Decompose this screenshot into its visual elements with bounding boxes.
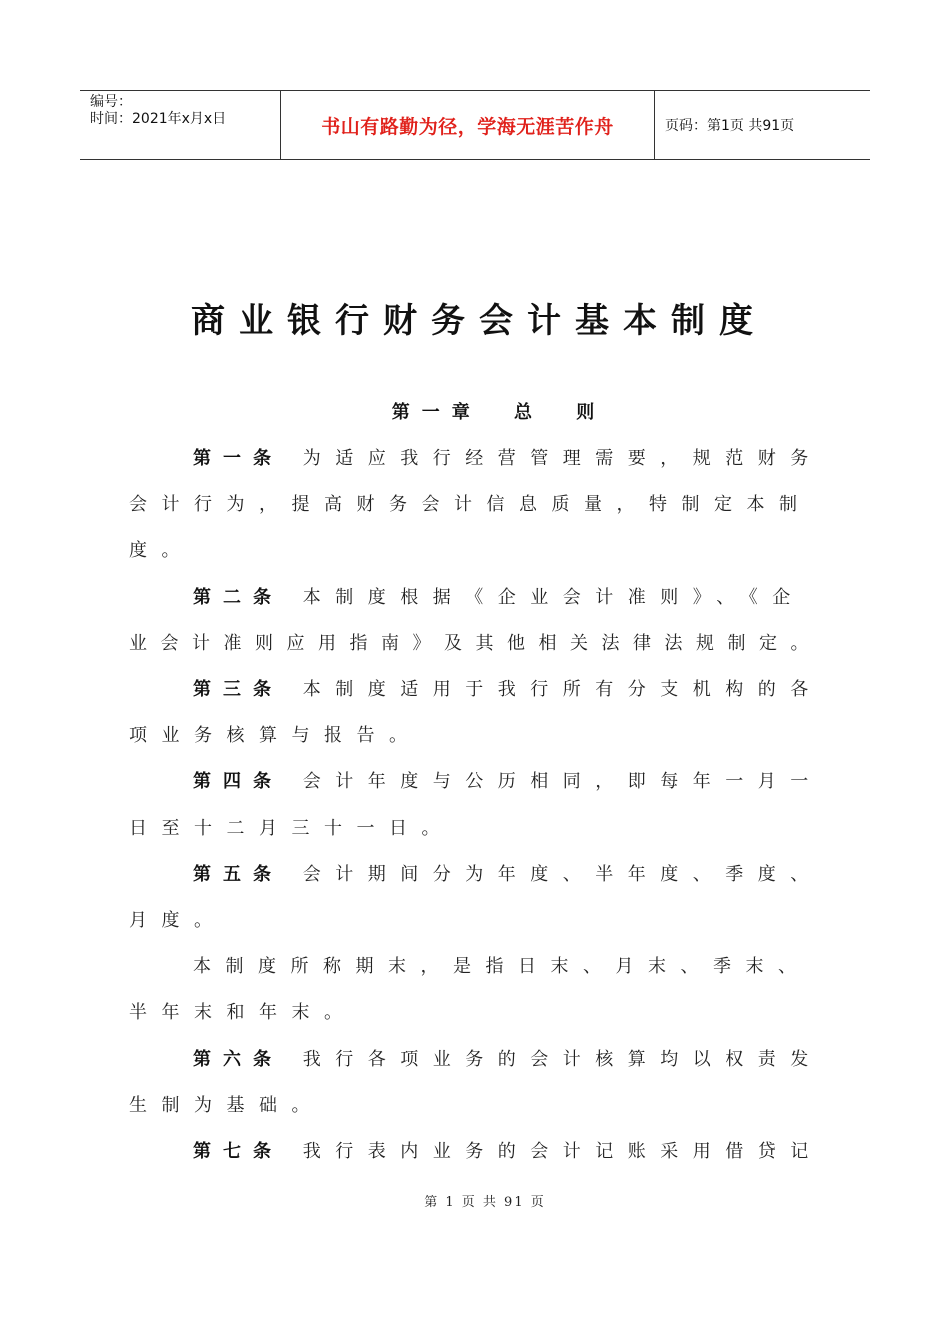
paragraph-line: 日至十二月三十一日。: [129, 818, 454, 839]
article-label: 第六条: [193, 1049, 283, 1070]
paragraph-line: [193, 860, 823, 886]
paragraph-line: [193, 1137, 823, 1163]
paragraph-line: [193, 767, 823, 793]
article-label: 第三条: [193, 679, 283, 700]
paragraph-line: 月度。: [129, 910, 227, 931]
paragraph-line: [193, 1045, 823, 1071]
paragraph-line: 业会计准则应用指南》及其他相关法律法规制定。: [129, 633, 822, 654]
paragraph-line: 半年末和年末。: [129, 1002, 357, 1023]
line-text: 会计年度与公历相同，即每年一月一: [302, 771, 823, 792]
paragraph-line: [193, 583, 805, 609]
header-meta-cell: [80, 91, 281, 159]
motto-text: 书山有路勤为径，学海无涯苦作舟: [321, 115, 614, 138]
line-text: 我行表内业务的会计记账采用借贷记: [302, 1141, 823, 1162]
page-number-cell: [655, 91, 870, 159]
paragraph-line: 生制为基础。: [129, 1095, 324, 1116]
line-text: 本制度适用于我行所有分支机构的各: [302, 679, 823, 700]
line-text: 会计期间分为年度、半年度、季度、: [302, 864, 823, 885]
motto-cell: [281, 91, 655, 159]
chapter-heading: 第一章 总 则: [391, 402, 607, 423]
article-label: 第五条: [193, 864, 283, 885]
article-label: 第二条: [193, 587, 283, 608]
line-text: 为适应我行经营管理需要，规范财务: [302, 448, 823, 469]
paragraph-line: [193, 444, 823, 470]
paragraph-line: 度。: [129, 540, 194, 561]
article-label: 第一条: [193, 448, 283, 469]
paragraph-line: [193, 675, 823, 701]
article-label: 第四条: [193, 771, 283, 792]
paragraph-line: 项业务核算与报告。: [129, 725, 422, 746]
page-footer: 第 1 页 共 91 页: [424, 1195, 546, 1210]
line-text: 本制度根据《企业会计准则》、《企: [302, 587, 805, 608]
paragraph-line: 会计行为，提高财务会计信息质量，特制定本制: [129, 494, 812, 515]
article-label: 第七条: [193, 1141, 283, 1162]
line-text: 我行各项业务的会计核算均以权责发: [302, 1049, 823, 1070]
page-number-label: 页码：第1页 共91页: [665, 118, 795, 134]
number-label: 编号：: [90, 94, 132, 110]
paragraph-line: 本制度所称期末，是指日末、月末、季末、: [193, 956, 811, 977]
document-title: 商业银行财务会计基本制度: [191, 301, 767, 341]
document-header: [80, 90, 870, 160]
time-label: 时间：2021年x月x日: [90, 111, 227, 127]
